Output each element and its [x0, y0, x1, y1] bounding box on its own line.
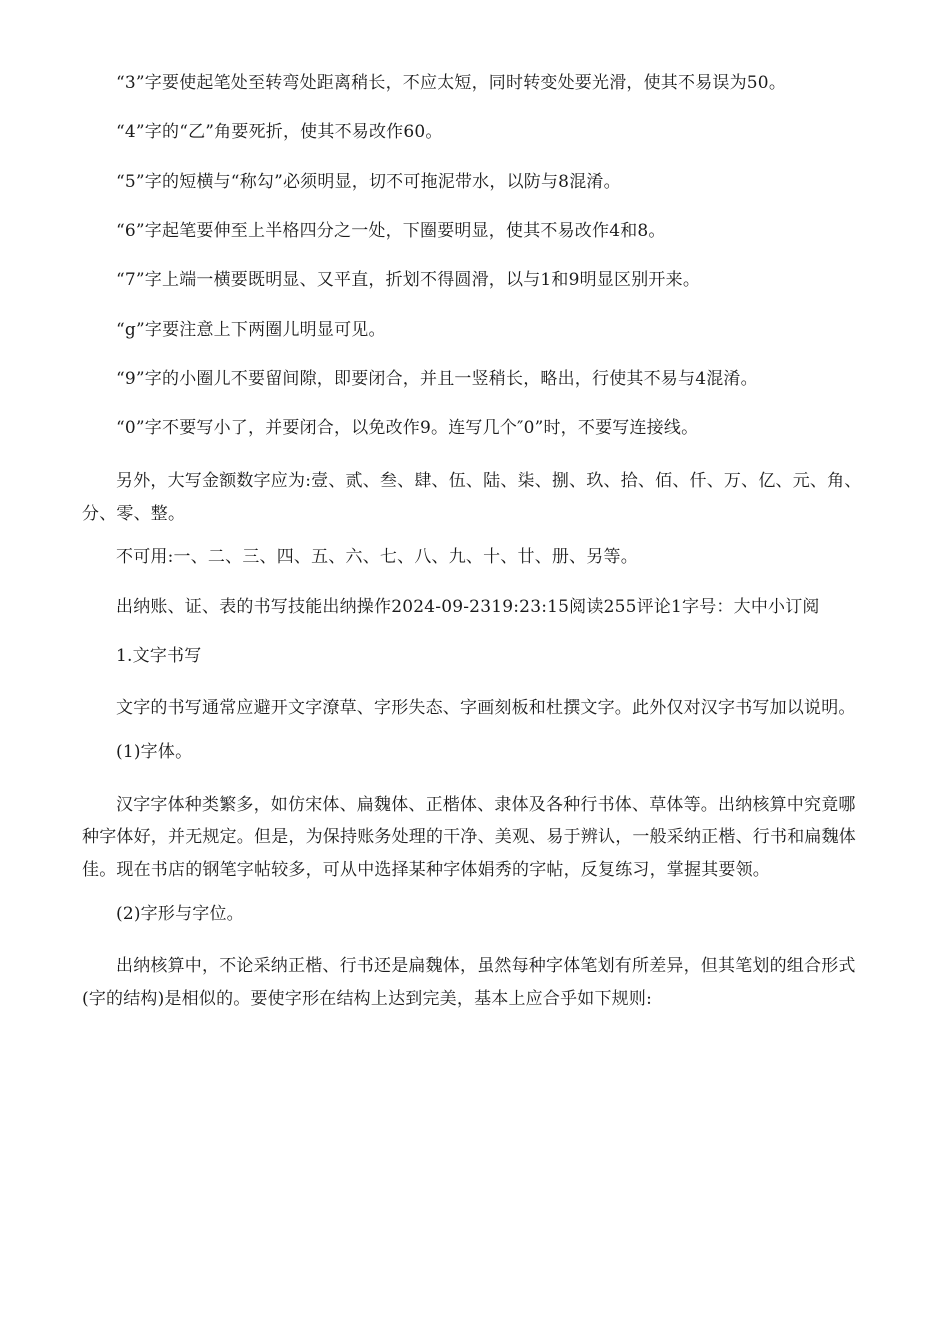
paragraph-digit-9: “9”字的小圈儿不要留间隙，即要闭合，并且一竖稍长，略出，行使其不易与4混淆。: [116, 369, 758, 390]
paragraph-digit-5: “5”字的短横与“称勾”必须明显，切不可拖泥带水，以防与8混淆。: [116, 171, 621, 192]
subheading-font: (1)字体。: [116, 742, 193, 763]
paragraph-digit-7: “7”字上端一横要既明显、又平直，折划不得圆滑，以与1和9明显区别开来。: [116, 270, 701, 291]
document-page: [82, 70, 872, 1030]
paragraph-uppercase-numerals: 另外，大写金额数字应为:壹、贰、叁、肆、伍、陆、柒、捌、玖、拾、佰、仟、万、亿、元、角、分、零、整。: [82, 470, 862, 524]
paragraph-digit-3: “3”字要使起笔处至转弯处距离稍长，不应太短，同时转变处要光滑，使其不易误为50。: [116, 73, 787, 93]
section-heading-text-writing: 1.文字书写: [116, 646, 202, 667]
paragraph-shape-rules: 出纳核算中，不论采纳正楷、行书还是扁魏体，虽然每种字体笔划有所差异，但其笔划的组合形式(字的结构)是相似的。要使字形在结构上达到完美，基本上应合乎如下规则:: [82, 956, 856, 1010]
paragraph-forbidden-numerals: 不可用:一、二、三、四、五、六、七、八、九、十、廿、册、另等。: [116, 547, 638, 568]
paragraph-digit-4: “4”字的“乙”角要死折，使其不易改作60。: [116, 122, 443, 143]
paragraph-digit-6: “6”字起笔要伸至上半格四分之一处，下圈要明显，使其不易改作4和8。: [116, 221, 666, 242]
paragraph-digit-0: “0”字不要写小了，并要闭合，以免改作9。连写几个″0”时，不要写连接线。: [116, 418, 699, 439]
subheading-shape-position: (2)字形与字位。: [116, 903, 244, 924]
paragraph-digit-8: “g”字要注意上下两圈儿明显可见。: [116, 319, 386, 340]
article-title-line: 出纳账、证、表的书写技能出纳操作2024-09-2319:23:15阅读255评论1字号：大中小订阅: [116, 596, 820, 617]
paragraph-writing-intro: 文字的书写通常应避开文字潦草、字形失态、字画刻板和杜撰文字。此外仅对汉字书写加以说明。: [116, 698, 856, 719]
paragraph-font-types: 汉字字体种类繁多，如仿宋体、扁魏体、正楷体、隶体及各种行书体、草体等。出纳核算中究竟哪种字体好，并无规定。但是，为保持账务处理的干净、美观、易于辨认，一般采纳正楷、行书和扁魏体佳。现在书店的钢笔字帖较多，可从中选择某种字体娟秀的字帖，反复练习，掌握其要领。: [82, 794, 856, 881]
